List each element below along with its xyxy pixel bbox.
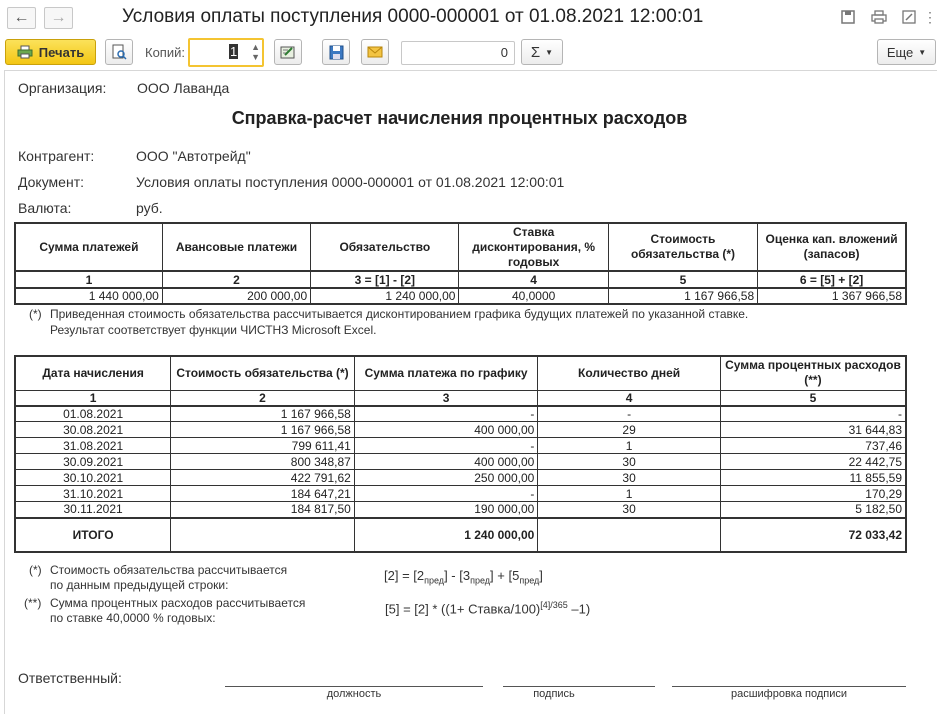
liability-cell: 799 611,41	[171, 438, 355, 454]
liability-cell: 422 791,62	[171, 470, 355, 486]
accrual-number-row	[15, 390, 906, 406]
liability-cell: 800 348,87	[171, 454, 355, 470]
report-title: Справка-расчет начисления процентных расходов	[231, 108, 688, 128]
total-interest: 72 033,42	[720, 518, 906, 552]
print-icon[interactable]	[870, 8, 888, 26]
print-button-label: Печать	[38, 44, 85, 60]
summary-header-cell: Оценка кап. вложений (запасов)	[758, 223, 906, 271]
summary-header-cell: Стоимость обязательства (*)	[608, 223, 757, 271]
summary-number-cell: 5	[608, 271, 757, 288]
summary-value-cell: 200 000,00	[162, 288, 310, 304]
accrual-table	[14, 355, 907, 553]
chevron-down-icon: ▼	[545, 47, 554, 57]
table-row	[15, 486, 906, 502]
payment-cell: -	[354, 438, 537, 454]
summary-header-cell: Ставка дисконтирования, % годовых	[459, 223, 608, 271]
note2-marker-1: (*)	[29, 563, 42, 577]
interest-cell: 737,46	[720, 438, 906, 454]
sigma-icon: Σ	[530, 43, 541, 61]
days-cell: 30	[538, 454, 721, 470]
link-icon[interactable]	[900, 8, 918, 26]
document-value: Условия оплаты поступления 0000-000001 от 01.08.2021 12:00:01	[136, 174, 565, 190]
summary-number-cell: 1	[15, 271, 162, 288]
table-row	[15, 438, 906, 454]
position-line	[225, 686, 483, 687]
note2-marker-2: (**)	[24, 596, 42, 610]
payment-cell: 190 000,00	[354, 502, 537, 518]
summary-number-cell: 6 = [5] + [2]	[758, 271, 906, 288]
table-row	[15, 470, 906, 486]
org-value: ООО Лаванда	[137, 80, 230, 96]
payment-cell: 400 000,00	[354, 422, 537, 438]
currency-value: руб.	[136, 200, 163, 216]
summary-header-row	[15, 223, 906, 271]
table-row	[15, 406, 906, 422]
days-cell: 30	[538, 470, 721, 486]
sign-caption: подпись	[533, 688, 575, 700]
payment-cell: -	[354, 486, 537, 502]
accrual-header-cell: Сумма процентных расходов (**)	[720, 356, 906, 390]
formula-part: ]	[539, 568, 543, 583]
edit-button[interactable]	[274, 39, 302, 65]
sum-field[interactable]: 0	[401, 41, 515, 65]
sign-line	[503, 686, 655, 687]
interest-cell: 170,29	[720, 486, 906, 502]
note2-line-2a: Сумма процентных расходов рассчитывается	[50, 596, 306, 610]
currency-label: Валюта:	[18, 200, 72, 216]
formula-part: ] + [5	[490, 568, 520, 583]
preview-button[interactable]	[105, 39, 133, 65]
copies-stepper[interactable]: ▲ ▼	[251, 42, 260, 62]
total-empty-cell	[538, 518, 721, 552]
accrual-header-cell: Дата начисления	[15, 356, 171, 390]
formula-sup: [4]/365	[540, 600, 568, 610]
note2-line-1b: по данным предыдущей строки:	[50, 578, 229, 592]
summary-value-row	[15, 288, 906, 304]
accrual-number-cell: 5	[720, 390, 906, 406]
interest-cell: 31 644,83	[720, 422, 906, 438]
copies-value: 1	[230, 44, 238, 59]
liability-cell: 184 647,21	[171, 486, 355, 502]
more-button-label: Еще	[886, 44, 914, 60]
table-row	[15, 454, 906, 470]
days-cell: 1	[538, 438, 721, 454]
summary-value-cell: 1 167 966,58	[608, 288, 757, 304]
liability-cell: 184 817,50	[171, 502, 355, 518]
date-cell: 01.08.2021	[15, 406, 171, 422]
total-empty-cell	[171, 518, 355, 552]
arrow-left-icon: ←	[13, 9, 30, 26]
formula-sub: пред	[470, 575, 491, 586]
date-cell: 30.10.2021	[15, 470, 171, 486]
counterparty-value: ООО "Автотрейд"	[136, 148, 251, 164]
arrow-right-icon: →	[50, 9, 67, 26]
summary-value-cell: 1 367 966,58	[758, 288, 906, 304]
back-button[interactable]	[7, 7, 36, 29]
title-bar	[0, 0, 941, 36]
accrual-header-cell: Сумма платежа по графику	[354, 356, 537, 390]
note1-line2: Результат соответствует функции ЧИСТНЗ Microsoft Excel.	[50, 323, 377, 337]
summary-header-cell: Сумма платежей	[15, 223, 162, 271]
summary-number-cell: 2	[162, 271, 310, 288]
total-row	[15, 518, 906, 552]
copies-input[interactable]	[188, 38, 264, 67]
email-button[interactable]	[361, 39, 389, 65]
table-row	[15, 502, 906, 518]
position-caption: должность	[326, 688, 382, 700]
interest-cell: 5 182,50	[720, 502, 906, 518]
accrual-header-cell: Количество дней	[538, 356, 721, 390]
payment-cell: 250 000,00	[354, 470, 537, 486]
formula-sub: пред	[519, 575, 540, 586]
days-cell: 29	[538, 422, 721, 438]
document-label: Документ:	[18, 174, 84, 190]
note2-line-2b: по ставке 40,0000 % годовых:	[50, 611, 216, 625]
envelope-icon	[367, 46, 383, 58]
org-label: Организация:	[18, 80, 107, 96]
printer-icon	[17, 45, 33, 59]
payment-cell: 400 000,00	[354, 454, 537, 470]
save-button[interactable]	[322, 39, 350, 65]
responsible-label: Ответственный:	[18, 670, 122, 686]
payment-cell: -	[354, 406, 537, 422]
chevron-down-icon: ▼	[918, 47, 927, 57]
summary-header-cell: Обязательство	[311, 223, 459, 271]
edit-icon	[280, 44, 296, 60]
accrual-number-cell: 3	[354, 390, 537, 406]
date-cell: 30.11.2021	[15, 502, 171, 518]
summary-number-row	[15, 271, 906, 288]
days-cell: 30	[538, 502, 721, 518]
formula-part: [5] = [2] * ((1+ Ставка/100)	[385, 601, 541, 617]
decode-caption: расшифровка подписи	[730, 688, 848, 700]
formula-liability	[384, 568, 543, 586]
summary-number-cell: 3 = [1] - [2]	[311, 271, 459, 288]
summary-table	[14, 222, 907, 305]
date-cell: 30.09.2021	[15, 454, 171, 470]
sum-dropdown-button[interactable]	[521, 39, 563, 65]
formula-part: –1)	[567, 601, 591, 617]
days-cell: 1	[538, 486, 721, 502]
menu-icon[interactable]: ⋮	[923, 8, 937, 25]
days-cell: -	[538, 406, 721, 422]
forward-button[interactable]	[44, 7, 73, 29]
decode-line	[672, 686, 906, 687]
formula-sub: пред	[424, 575, 445, 586]
note1-line1: Приведенная стоимость обязательства рассчитывается дисконтированием графика будущих платежей по указанной ставке.	[50, 307, 749, 321]
print-button[interactable]	[5, 39, 96, 65]
accrual-number-cell: 1	[15, 390, 171, 406]
formula-interest	[385, 600, 590, 616]
formula-part: [2] = [2	[384, 568, 425, 583]
summary-value-cell: 1 240 000,00	[311, 288, 459, 304]
summary-header-cell: Авансовые платежи	[162, 223, 310, 271]
liability-cell: 1 167 966,58	[171, 422, 355, 438]
floppy-icon	[329, 45, 344, 60]
note1-marker: (*)	[29, 307, 42, 321]
note2-line-1a: Стоимость обязательства рассчитывается	[50, 563, 288, 577]
interest-cell: 22 442,75	[720, 454, 906, 470]
accrual-header-cell: Стоимость обязательства (*)	[171, 356, 355, 390]
total-payment: 1 240 000,00	[354, 518, 537, 552]
interest-cell: -	[720, 406, 906, 422]
accrual-number-cell: 4	[538, 390, 721, 406]
copies-label: Копий:	[145, 45, 185, 60]
window-title: Условия оплаты поступления 0000-000001 от 01.08.2021 12:00:01	[122, 6, 704, 27]
date-cell: 31.08.2021	[15, 438, 171, 454]
total-label: ИТОГО	[15, 518, 171, 552]
table-row	[15, 422, 906, 438]
save-icon[interactable]	[839, 8, 857, 26]
summary-number-cell: 4	[459, 271, 608, 288]
liability-cell: 1 167 966,58	[171, 406, 355, 422]
accrual-header-row	[15, 356, 906, 390]
counterparty-label: Контрагент:	[18, 148, 95, 164]
interest-cell: 11 855,59	[720, 470, 906, 486]
date-cell: 30.08.2021	[15, 422, 171, 438]
accrual-number-cell: 2	[171, 390, 355, 406]
preview-icon	[111, 44, 127, 60]
date-cell: 31.10.2021	[15, 486, 171, 502]
more-button[interactable]	[877, 39, 936, 65]
formula-part: ] - [3	[444, 568, 471, 583]
summary-value-cell: 40,0000	[459, 288, 608, 304]
summary-value-cell: 1 440 000,00	[15, 288, 162, 304]
